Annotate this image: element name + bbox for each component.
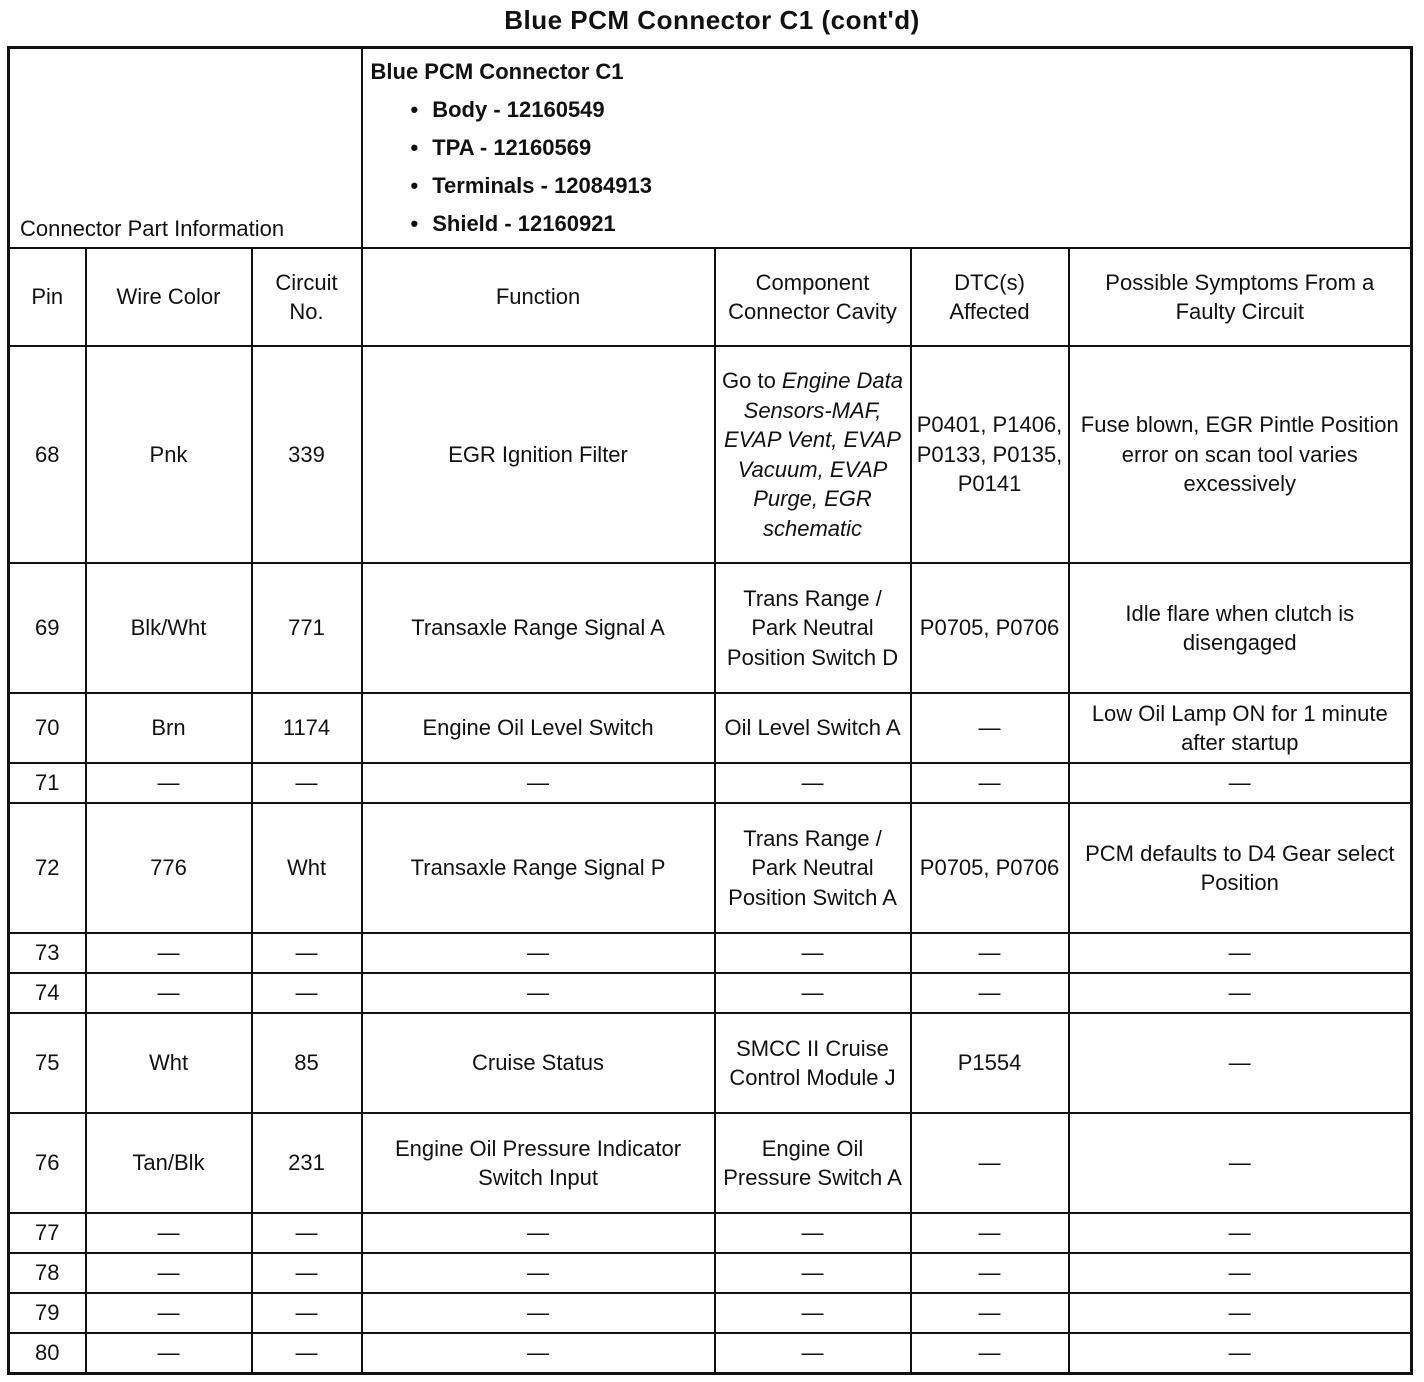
dtc-cell: P1554 [911,1013,1069,1113]
circuit-no-cell: 231 [252,1113,362,1213]
cavity-cell [715,346,911,563]
table-row [9,1213,1412,1253]
dtc-cell: — [911,763,1069,803]
symptoms-cell: — [1069,1293,1412,1333]
wire-color-cell: — [86,1333,252,1373]
pin-cell: 77 [9,1213,86,1253]
column-header-dtc: DTC(s) Affected [911,248,1069,346]
symptoms-cell: Idle flare when clutch is disengaged [1069,563,1412,693]
pin-cell: 79 [9,1293,86,1333]
circuit-no-cell: Wht [252,803,362,933]
dtc-cell: — [911,1213,1069,1253]
function-cell: — [362,1213,715,1253]
circuit-no-cell: 1174 [252,693,362,763]
wire-color-cell: — [86,1253,252,1293]
wire-color-cell: — [86,1293,252,1333]
wire-color-cell: 776 [86,803,252,933]
dtc-cell: P0705, P0706 [911,803,1069,933]
cavity-prefix: Go to [722,368,782,393]
wire-color-cell: — [86,763,252,803]
pin-cell: 75 [9,1013,86,1113]
cavity-cell: Trans Range / Park Neutral Position Switch D [715,563,911,693]
cavity-cell: Engine Oil Pressure Switch A [715,1113,911,1213]
circuit-no-cell: — [252,1333,362,1373]
function-cell: EGR Ignition Filter [362,346,715,563]
connector-info-label: Connector Part Information [9,48,362,249]
symptoms-cell: — [1069,1253,1412,1293]
symptoms-cell: — [1069,1333,1412,1373]
pin-cell: 78 [9,1253,86,1293]
wire-color-cell: Pnk [86,346,252,563]
symptoms-cell: — [1069,763,1412,803]
cavity-cell: — [715,1213,911,1253]
wire-color-cell: Blk/Wht [86,563,252,693]
dtc-cell: — [911,1333,1069,1373]
symptoms-cell: PCM defaults to D4 Gear select Position [1069,803,1412,933]
column-header-wire-color: Wire Color [86,248,252,346]
table-row [9,346,1412,563]
cavity-cell: — [715,1333,911,1373]
cavity-cell: SMCC II Cruise Control Module J [715,1013,911,1113]
dtc-cell: — [911,1253,1069,1293]
pin-cell: 68 [9,346,86,563]
circuit-no-cell: 771 [252,563,362,693]
page-title: Blue PCM Connector C1 (cont'd) [504,5,920,35]
table-row [9,1333,1412,1373]
function-cell: — [362,763,715,803]
cavity-cell: Trans Range / Park Neutral Position Switch A [715,803,911,933]
wire-color-cell: — [86,933,252,973]
table-row [9,563,1412,693]
function-cell: — [362,973,715,1013]
connector-part-list [371,91,1403,243]
part-item-terminals: • Terminals - 12084913 [411,167,1403,205]
cavity-cell: Oil Level Switch A [715,693,911,763]
pin-cell: 70 [9,693,86,763]
pin-cell: 71 [9,763,86,803]
dtc-cell: — [911,933,1069,973]
column-header-pin: Pin [9,248,86,346]
symptoms-cell: — [1069,1113,1412,1213]
symptoms-cell: Fuse blown, EGR Pintle Position error on scan tool varies excessively [1069,346,1412,563]
connector-info-title: Blue PCM Connector C1 [370,59,624,84]
pin-cell: 80 [9,1333,86,1373]
table-row [9,693,1412,763]
dtc-cell: P0705, P0706 [911,563,1069,693]
table-row [9,1013,1412,1113]
symptoms-cell: — [1069,1013,1412,1113]
wire-color-cell: — [86,1213,252,1253]
dtc-cell: — [911,973,1069,1013]
table-row [9,763,1412,803]
cavity-cell: — [715,763,911,803]
pin-cell: 76 [9,1113,86,1213]
dtc-cell: — [911,693,1069,763]
circuit-no-cell: — [252,1253,362,1293]
column-header-cavity: Component Connector Cavity [715,248,911,346]
function-cell: — [362,933,715,973]
column-header-row [9,248,1412,346]
part-item-body: • Body - 12160549 [411,91,1403,129]
connector-pin-table [7,46,1413,1375]
function-cell: Cruise Status [362,1013,715,1113]
column-header-symptoms: Possible Symptoms From a Faulty Circuit [1069,248,1412,346]
circuit-no-cell: — [252,973,362,1013]
wire-color-cell: Brn [86,693,252,763]
function-cell: — [362,1333,715,1373]
dtc-cell: — [911,1293,1069,1333]
connector-info-row [9,48,1412,249]
circuit-no-cell: — [252,1293,362,1333]
part-item-tpa: • TPA - 12160569 [411,129,1403,167]
part-item-shield: • Shield - 12160921 [411,205,1403,243]
function-cell: Engine Oil Pressure Indicator Switch Input [362,1113,715,1213]
pin-cell: 73 [9,933,86,973]
table-row [9,933,1412,973]
cavity-cell: — [715,1293,911,1333]
cavity-cell: — [715,973,911,1013]
wire-color-cell: Tan/Blk [86,1113,252,1213]
symptoms-cell: — [1069,1213,1412,1253]
circuit-no-cell: 85 [252,1013,362,1113]
wire-color-cell: — [86,973,252,1013]
cavity-cell: — [715,933,911,973]
column-header-circuit-no: Circuit No. [252,248,362,346]
function-cell: Transaxle Range Signal A [362,563,715,693]
cavity-cell: — [715,1253,911,1293]
symptoms-cell: Low Oil Lamp ON for 1 minute after startup [1069,693,1412,763]
cavity-schematic-reference: Engine Data Sensors-MAF, EVAP Vent, EVAP Vacuum, EVAP Purge, EGR schematic [724,368,904,541]
table-row [9,803,1412,933]
wire-color-cell: Wht [86,1013,252,1113]
circuit-no-cell: 339 [252,346,362,563]
symptoms-cell: — [1069,973,1412,1013]
function-cell: — [362,1253,715,1293]
dtc-cell: P0401, P1406, P0133, P0135, P0141 [911,346,1069,563]
circuit-no-cell: — [252,763,362,803]
connector-info-content [362,48,1412,249]
table-row [9,1113,1412,1213]
function-cell: Transaxle Range Signal P [362,803,715,933]
function-cell: — [362,1293,715,1333]
pin-cell: 74 [9,973,86,1013]
symptoms-cell: — [1069,933,1412,973]
table-row [9,973,1412,1013]
circuit-no-cell: — [252,933,362,973]
dtc-cell: — [911,1113,1069,1213]
pin-cell: 72 [9,803,86,933]
table-row [9,1253,1412,1293]
column-header-function: Function [362,248,715,346]
pin-cell: 69 [9,563,86,693]
circuit-no-cell: — [252,1213,362,1253]
function-cell: Engine Oil Level Switch [362,693,715,763]
table-row [9,1293,1412,1333]
